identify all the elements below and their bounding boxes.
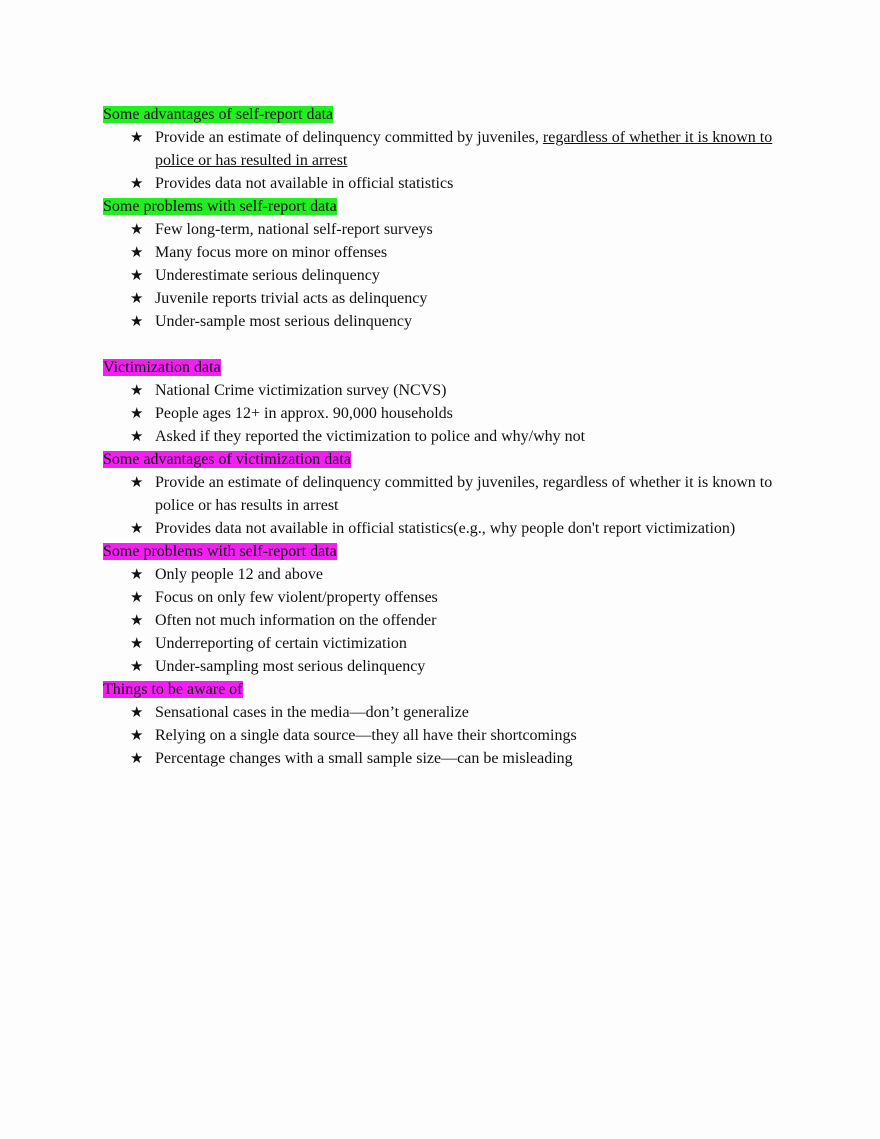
list-item-text: Underreporting of certain victimization (155, 635, 407, 652)
star-icon: ★ (130, 243, 144, 261)
list-item-text: Often not much information on the offender (155, 612, 437, 629)
section (103, 678, 783, 770)
list-item-text: Provides data not available in official statistics(e.g., why people don't report victimization) (155, 520, 736, 537)
list-item-text: Relying on a single data source—they all have their shortcomings (155, 727, 577, 744)
list-item (103, 632, 783, 655)
star-icon: ★ (130, 289, 144, 307)
star-icon: ★ (130, 703, 144, 721)
list-item-text: Focus on only few violent/property offenses (155, 589, 438, 606)
list-item-text: Asked if they reported the victimization to police and why/why not (155, 428, 586, 445)
list-item-text: Juvenile reports trivial acts as delinquency (155, 290, 428, 307)
list-item (103, 655, 783, 678)
list-item (103, 310, 783, 333)
list-item (103, 425, 783, 448)
section (103, 103, 783, 195)
list-item-text: Many focus more on minor offenses (155, 244, 388, 261)
underlined-text: regardless of whether it is known to police or has resulted in arrest (155, 129, 773, 169)
list-item-text: Only people 12 and above (155, 566, 323, 583)
list-item (103, 517, 783, 540)
bullet-list (103, 218, 783, 333)
section (103, 195, 783, 333)
highlighted-heading-text: Things to be aware of (103, 681, 243, 698)
star-icon: ★ (130, 634, 144, 652)
section-heading (103, 448, 783, 471)
list-item-text: Percentage changes with a small sample size—can be misleading (155, 750, 573, 767)
list-item-text: Under-sample most serious delinquency (155, 313, 412, 330)
highlighted-heading-text: Some advantages of victimization data (103, 451, 351, 468)
section (103, 448, 783, 540)
section (103, 356, 783, 448)
star-icon: ★ (130, 128, 144, 146)
list-item (103, 172, 783, 195)
list-item-text: Underestimate serious delinquency (155, 267, 380, 284)
highlighted-heading-text: Victimization data (103, 359, 221, 376)
list-item (103, 402, 783, 425)
star-icon: ★ (130, 381, 144, 399)
list-item (103, 747, 783, 770)
list-item-text: Under-sampling most serious delinquency (155, 658, 426, 675)
star-icon: ★ (130, 588, 144, 606)
star-icon: ★ (130, 611, 144, 629)
section-heading (103, 195, 783, 218)
section (103, 540, 783, 678)
list-item (103, 563, 783, 586)
list-item (103, 701, 783, 724)
list-item-text: Provides data not available in official statistics (155, 175, 454, 192)
star-icon: ★ (130, 473, 144, 491)
section-heading (103, 103, 783, 126)
star-icon: ★ (130, 266, 144, 284)
list-item (103, 471, 783, 517)
list-item (103, 609, 783, 632)
star-icon: ★ (130, 749, 144, 767)
list-item-text: Provide an estimate of delinquency committed by juveniles, (155, 129, 543, 146)
highlighted-heading-text: Some problems with self-report data (103, 543, 337, 560)
list-item (103, 126, 783, 172)
list-item-text: People ages 12+ in approx. 90,000 households (155, 405, 453, 422)
highlighted-heading-text: Some advantages of self-report data (103, 106, 334, 123)
section-heading (103, 540, 783, 563)
star-icon: ★ (130, 404, 144, 422)
star-icon: ★ (130, 427, 144, 445)
list-item (103, 287, 783, 310)
list-item (103, 264, 783, 287)
list-item-text: Few long-term, national self-report surveys (155, 221, 433, 238)
section-heading (103, 678, 783, 701)
star-icon: ★ (130, 565, 144, 583)
star-icon: ★ (130, 657, 144, 675)
list-item (103, 724, 783, 747)
list-item-text: National Crime victimization survey (NCVS) (155, 382, 447, 399)
bullet-list (103, 471, 783, 540)
star-icon: ★ (130, 726, 144, 744)
bullet-list (103, 563, 783, 678)
list-item (103, 241, 783, 264)
bullet-list (103, 126, 783, 195)
section-heading (103, 356, 783, 379)
list-item-text: Sensational cases in the media—don’t generalize (155, 704, 469, 721)
bullet-list (103, 701, 783, 770)
highlighted-heading-text: Some problems with self-report data (103, 198, 337, 215)
list-item-text: Provide an estimate of delinquency committed by juveniles, regardless of whether it is known to police or has results in arrest (155, 474, 773, 514)
star-icon: ★ (130, 220, 144, 238)
list-item (103, 379, 783, 402)
star-icon: ★ (130, 174, 144, 192)
list-item (103, 586, 783, 609)
star-icon: ★ (130, 312, 144, 330)
list-item (103, 218, 783, 241)
document-page (103, 103, 783, 770)
bullet-list (103, 379, 783, 448)
star-icon: ★ (130, 519, 144, 537)
